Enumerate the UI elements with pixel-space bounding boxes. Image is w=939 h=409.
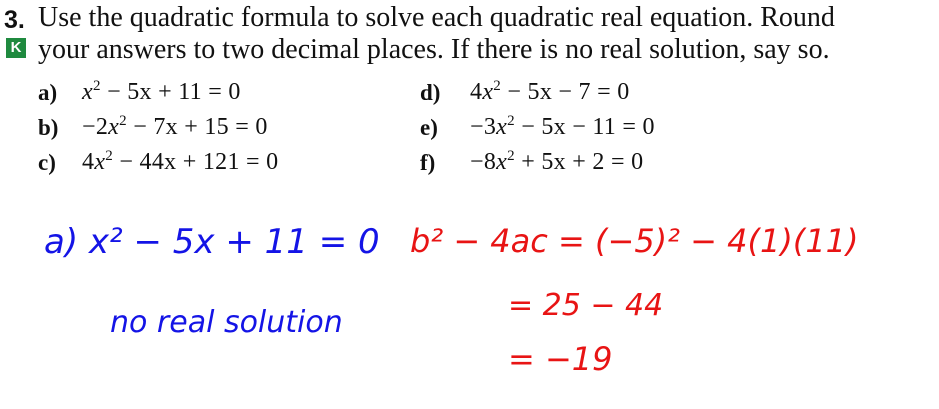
part-equation: $x^2 - 5x + 11 = 0$ (82, 78, 241, 105)
part-equation: $4x^2 - 5x - 7 = 0$ (470, 78, 630, 105)
handwritten-note: no real solution (110, 305, 343, 340)
handwritten-step-3: = −19 (508, 340, 613, 378)
question-line-2: your answers to two decimal places. If there is no real solution, say so. (38, 34, 830, 65)
part-label: f) (420, 150, 436, 175)
part-equation: $4x^2 - 44x + 121 = 0$ (82, 148, 279, 175)
part-label: b) (38, 115, 59, 140)
handwritten-discriminant: b² − 4ac = (−5)² − 4(1)(11) (410, 222, 859, 260)
handwritten-equation: a) x² − 5x + 11 = 0 (44, 222, 380, 262)
question-line-1: Use the quadratic formula to solve each quadratic real equation. Round (38, 2, 835, 33)
part-equation: $-3x^2 - 5x - 11 = 0$ (470, 113, 655, 140)
k-badge-icon: K (6, 38, 26, 58)
part-equation: $-2x^2 - 7x + 15 = 0$ (82, 113, 268, 140)
part-label: c) (38, 150, 56, 175)
part-label: a) (38, 80, 58, 105)
part-label: d) (420, 80, 441, 105)
part-equation: $-8x^2 + 5x + 2 = 0$ (470, 148, 644, 175)
question-number: 3. (4, 6, 25, 34)
part-label: e) (420, 115, 438, 140)
handwritten-step-2: = 25 − 44 (508, 288, 664, 323)
